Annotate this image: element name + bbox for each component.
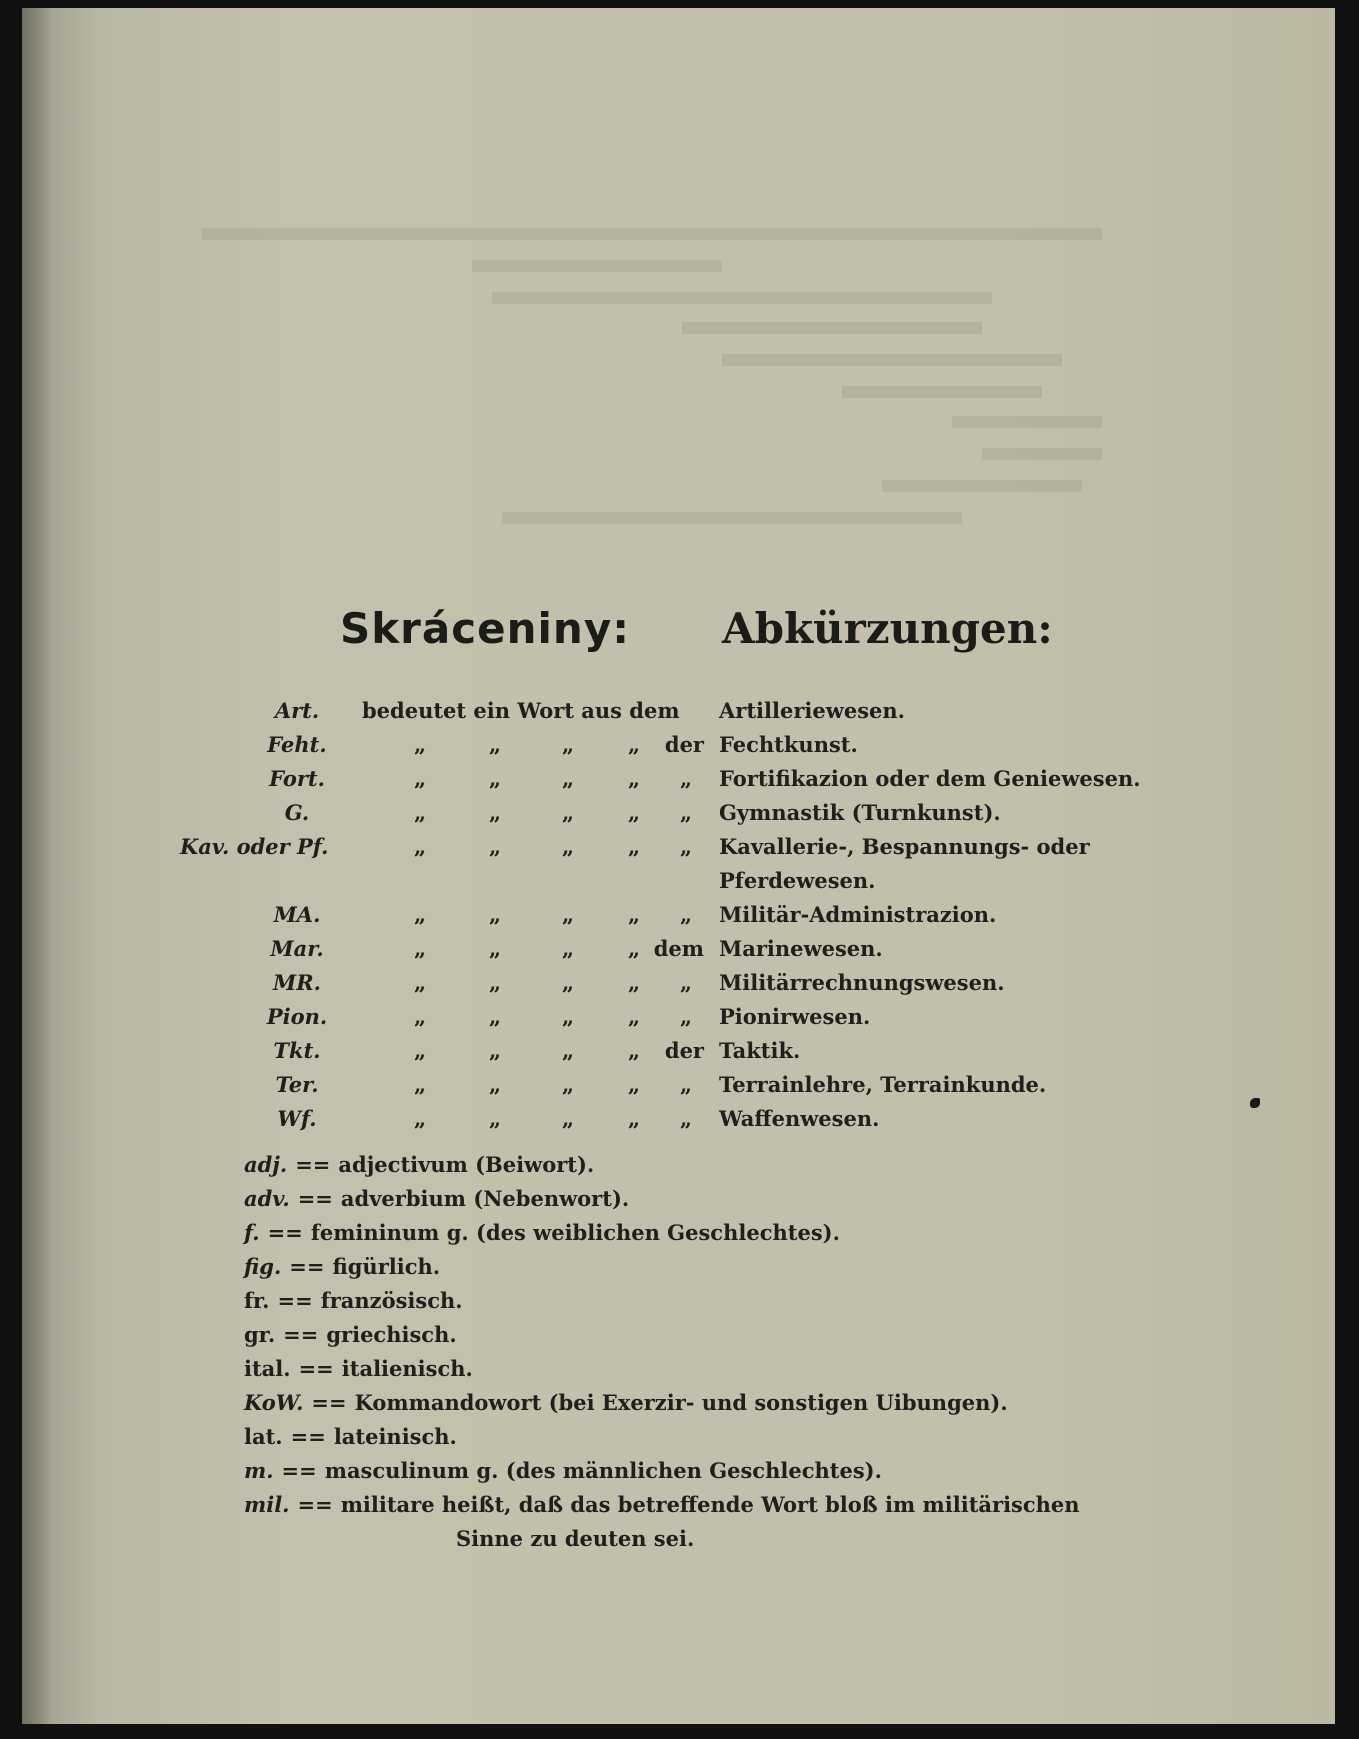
abbreviation-list-item: [244, 1288, 463, 1322]
abbreviation-row: [22, 1106, 1335, 1140]
abbreviation-key: f.: [244, 1220, 260, 1245]
abbreviation-key: Tkt.: [273, 1038, 321, 1063]
abbreviation-meaning: Waffenwesen.: [719, 1106, 880, 1131]
ditto-mark: „: [562, 936, 575, 961]
equals-sign: ==: [283, 1322, 319, 1347]
abbreviation-list-item: [244, 1390, 1008, 1424]
ditto-mark: „: [414, 800, 427, 825]
abbreviation-meaning-continuation: Pferdewesen.: [719, 868, 876, 893]
abbreviation-row: [22, 1038, 1335, 1072]
article-word: dem: [653, 936, 704, 961]
abbreviation-list-item: [244, 1152, 594, 1186]
ditto-mark: „: [489, 800, 502, 825]
abbreviation-key: lat.: [244, 1424, 283, 1449]
abbreviation-row: [22, 766, 1335, 800]
book-page: [22, 8, 1335, 1724]
abbreviation-meaning: masculinum g. (des männlichen Geschlechtes).: [324, 1458, 882, 1483]
abbreviation-key: Kav. oder Pf.: [180, 834, 329, 859]
ditto-mark: „: [414, 766, 427, 791]
abbreviation-meaning: griechisch.: [326, 1322, 457, 1347]
ditto-mark: „: [628, 800, 641, 825]
abbreviation-meaning: femininum g. (des weiblichen Geschlechtes).: [310, 1220, 840, 1245]
ditto-mark: „: [680, 1072, 693, 1097]
ditto-mark: „: [628, 1106, 641, 1131]
ditto-mark: „: [489, 902, 502, 927]
abbreviation-key: gr.: [244, 1322, 276, 1347]
ditto-mark: „: [680, 800, 693, 825]
heading-czech: Skráceniny:: [340, 604, 630, 653]
abbreviation-row: [22, 698, 1335, 732]
abbreviation-key: Ter.: [275, 1072, 319, 1097]
abbreviation-key: adv.: [244, 1186, 290, 1211]
abbreviation-row: [22, 1004, 1335, 1038]
abbreviation-key: Feht.: [267, 732, 327, 757]
abbreviation-meaning: Militärrechnungswesen.: [719, 970, 1005, 995]
abbreviation-row: [22, 732, 1335, 766]
ditto-mark: „: [680, 1004, 693, 1029]
abbreviation-list-item: [244, 1458, 882, 1492]
equals-sign: ==: [289, 1254, 325, 1279]
ditto-mark: „: [414, 1004, 427, 1029]
equals-sign: ==: [298, 1356, 334, 1381]
ditto-mark: „: [489, 766, 502, 791]
abbreviation-key: KoW.: [244, 1390, 304, 1415]
ditto-mark: „: [414, 1072, 427, 1097]
abbreviation-meaning: adverbium (Nebenwort).: [340, 1186, 630, 1211]
ditto-mark: „: [680, 902, 693, 927]
ditto-mark: „: [489, 1106, 502, 1131]
abbreviation-key: adj.: [244, 1152, 288, 1177]
abbreviation-meaning: Militär-Administrazion.: [719, 902, 997, 927]
ditto-mark: „: [628, 1038, 641, 1063]
abbreviation-key: Wf.: [277, 1106, 317, 1131]
abbreviation-row: [22, 936, 1335, 970]
abbreviation-key: mil.: [244, 1492, 290, 1517]
abbreviation-row: [22, 970, 1335, 1004]
ditto-mark: „: [628, 902, 641, 927]
abbreviation-row: [22, 800, 1335, 834]
ditto-mark: „: [414, 1106, 427, 1131]
ditto-mark: „: [562, 902, 575, 927]
abbreviation-meaning: lateinisch.: [333, 1424, 457, 1449]
article-word: der: [664, 1038, 704, 1063]
abbreviation-lead-text: bedeutet ein Wort aus dem: [362, 698, 680, 723]
abbreviation-row: [22, 1072, 1335, 1106]
ditto-mark: „: [489, 1004, 502, 1029]
ditto-mark: „: [628, 834, 641, 859]
abbreviation-meaning-continuation: Sinne zu deuten sei.: [456, 1526, 695, 1551]
abbreviation-meaning: figürlich.: [332, 1254, 441, 1279]
ink-speck: [1250, 1098, 1260, 1108]
heading-german: Abkürzungen:: [722, 604, 1053, 653]
ditto-mark: „: [414, 970, 427, 995]
abbreviation-key: G.: [284, 800, 310, 825]
ditto-mark: „: [489, 936, 502, 961]
ditto-mark: „: [628, 1072, 641, 1097]
bleed-through-lines: [202, 218, 1102, 548]
ditto-mark: „: [562, 732, 575, 757]
ditto-mark: „: [562, 834, 575, 859]
abbreviation-row: [22, 902, 1335, 936]
ditto-mark: „: [562, 1072, 575, 1097]
equals-sign: ==: [297, 1186, 333, 1211]
abbreviation-meaning: Fechtkunst.: [719, 732, 858, 757]
ditto-mark: „: [414, 1038, 427, 1063]
abbreviation-key: m.: [244, 1458, 274, 1483]
abbreviation-meaning: Fortifikazion oder dem Geniewesen.: [719, 766, 1141, 791]
abbreviation-meaning: militare heißt, daß das betreffende Wort bloß im militärischen: [340, 1492, 1080, 1517]
ditto-mark: „: [562, 800, 575, 825]
abbreviation-meaning: adjectivum (Beiwort).: [338, 1152, 595, 1177]
ditto-mark: „: [628, 732, 641, 757]
abbreviation-meaning: italienisch.: [341, 1356, 473, 1381]
ditto-mark: „: [562, 766, 575, 791]
abbreviation-key: Art.: [274, 698, 320, 723]
heading-row: [22, 604, 1335, 664]
abbreviation-list-item: [244, 1220, 840, 1254]
abbreviation-key: Mar.: [270, 936, 324, 961]
equals-sign: ==: [267, 1220, 303, 1245]
ditto-mark: „: [489, 1072, 502, 1097]
ditto-mark: „: [562, 970, 575, 995]
ditto-mark: „: [414, 732, 427, 757]
ditto-mark: „: [489, 970, 502, 995]
equals-sign: ==: [281, 1458, 317, 1483]
abbreviation-meaning: Pionirwesen.: [719, 1004, 871, 1029]
abbreviation-list-item: [244, 1492, 1080, 1526]
abbreviation-list-item: [244, 1322, 457, 1356]
ditto-mark: „: [628, 970, 641, 995]
abbreviation-key: Pion.: [266, 1004, 328, 1029]
abbreviation-key: fig.: [244, 1254, 282, 1279]
abbreviation-row-continuation: [22, 868, 1335, 902]
abbreviation-key: Fort.: [269, 766, 325, 791]
ditto-mark: „: [562, 1106, 575, 1131]
equals-sign: ==: [311, 1390, 347, 1415]
ditto-mark: „: [489, 834, 502, 859]
ditto-mark: „: [680, 970, 693, 995]
abbreviation-list-item: [244, 1254, 440, 1288]
equals-sign: ==: [295, 1152, 331, 1177]
abbreviation-meaning: französisch.: [320, 1288, 463, 1313]
ditto-mark: „: [489, 732, 502, 757]
abbreviation-list-item: [244, 1186, 629, 1220]
equals-sign: ==: [290, 1424, 326, 1449]
article-word: der: [664, 732, 704, 757]
ditto-mark: „: [562, 1038, 575, 1063]
ditto-mark: „: [414, 902, 427, 927]
abbreviation-key: MR.: [272, 970, 321, 995]
ditto-mark: „: [680, 834, 693, 859]
equals-sign: ==: [297, 1492, 333, 1517]
ditto-mark: „: [562, 1004, 575, 1029]
abbreviation-key: ital.: [244, 1356, 291, 1381]
ditto-mark: „: [628, 1004, 641, 1029]
abbreviation-meaning: Kommandowort (bei Exerzir- und sonstigen Uibungen).: [354, 1390, 1008, 1415]
bleed-through-text: [202, 218, 1102, 548]
ditto-mark: „: [680, 766, 693, 791]
ditto-mark: „: [628, 766, 641, 791]
abbreviation-list-item: [244, 1356, 473, 1390]
ditto-mark: „: [414, 936, 427, 961]
abbreviation-key: MA.: [273, 902, 321, 927]
abbreviation-meaning: Marinewesen.: [719, 936, 883, 961]
ditto-mark: „: [489, 1038, 502, 1063]
abbreviation-meaning: Taktik.: [719, 1038, 801, 1063]
equals-sign: ==: [277, 1288, 313, 1313]
abbreviation-key: fr.: [244, 1288, 270, 1313]
abbreviation-meaning: Kavallerie-, Bespannungs- oder: [719, 834, 1090, 859]
abbreviation-list-item: [244, 1424, 457, 1458]
abbreviation-meaning: Artilleriewesen.: [719, 698, 905, 723]
ditto-mark: „: [680, 1106, 693, 1131]
abbreviation-meaning: Terrainlehre, Terrainkunde.: [719, 1072, 1047, 1097]
ditto-mark: „: [414, 834, 427, 859]
abbreviation-row: [22, 834, 1335, 868]
abbreviation-meaning: Gymnastik (Turnkunst).: [719, 800, 1001, 825]
ditto-mark: „: [628, 936, 641, 961]
